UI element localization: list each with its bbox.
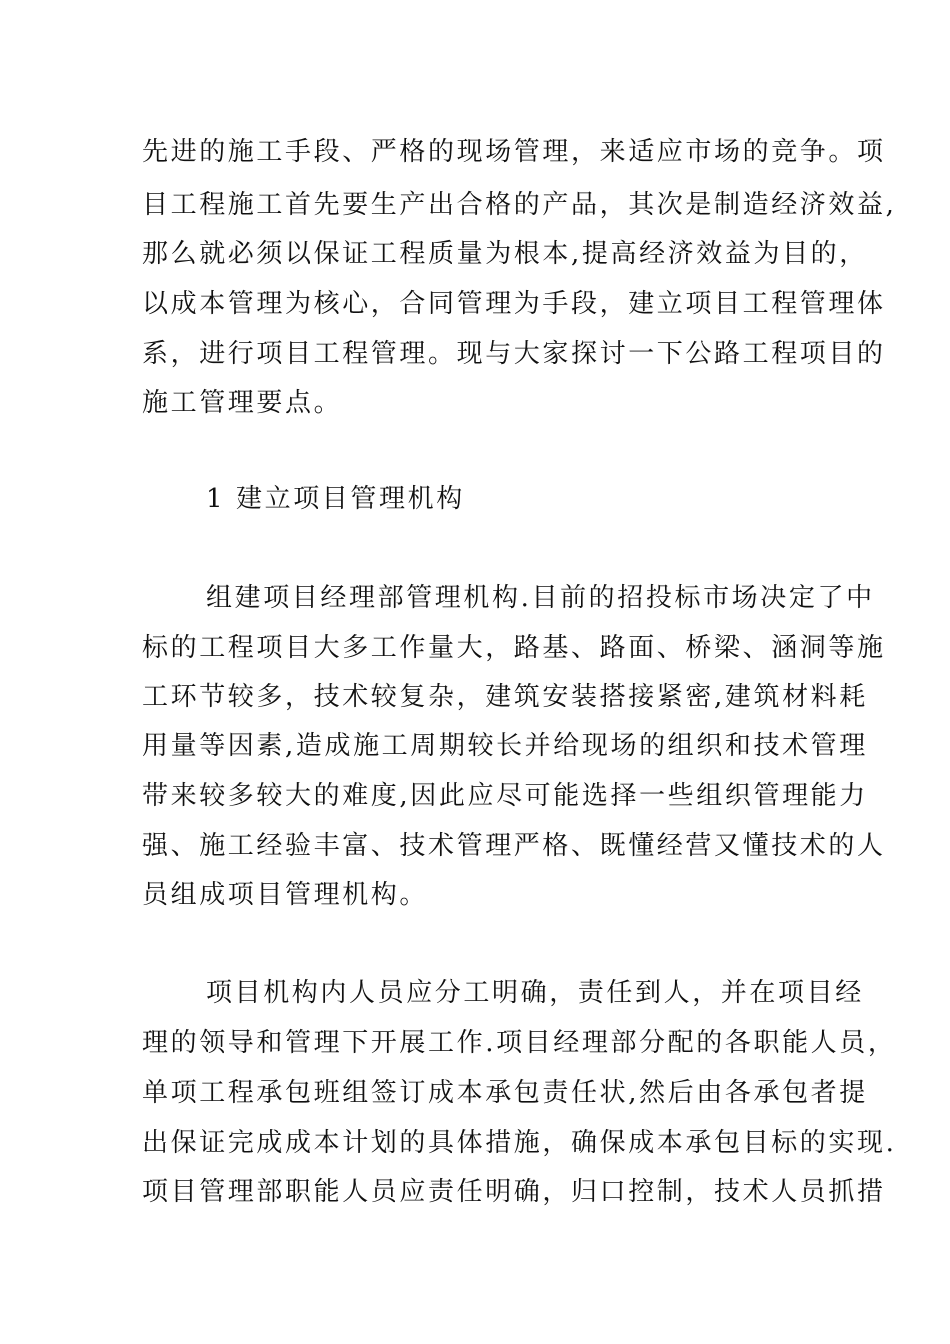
- paragraph-3-line-2: 理的领导和管理下开展工作.项目经理部分配的各职能人员，: [142, 1028, 897, 1058]
- section-heading: 1 建立项目管理机构: [206, 484, 465, 514]
- paragraph-1-line-4: 以成本管理为核心，合同管理为手段，建立项目工程管理体: [142, 289, 886, 319]
- paragraph-2-line-7: 员组成项目管理机构。: [142, 880, 429, 910]
- paragraph-2-line-3: 工环节较多，技术较复杂，建筑安装搭接紧密,建筑材料耗: [142, 682, 868, 712]
- paragraph-2-line-5: 带来较多较大的难度,因此应尽可能选择一些组织管理能力: [142, 781, 868, 811]
- paragraph-3-line-5: 项目管理部职能人员应责任明确，归口控制，技术人员抓措: [142, 1177, 886, 1207]
- paragraph-1-line-6: 施工管理要点。: [142, 388, 343, 418]
- paragraph-2-line-6: 强、施工经验丰富、技术管理严格、既懂经营又懂技术的人: [142, 831, 886, 861]
- paragraph-1-line-1: 先进的施工手段、严格的现场管理，来适应市场的竞争。项: [142, 137, 886, 167]
- paragraph-2-line-2: 标的工程项目大多工作量大，路基、路面、桥梁、涵洞等施: [142, 633, 886, 663]
- paragraph-1-line-5: 系，进行项目工程管理。现与大家探讨一下公路工程项目的: [142, 339, 886, 369]
- paragraph-2-line-1: 组建项目经理部管理机构.目前的招投标市场决定了中: [206, 583, 875, 613]
- paragraph-3-line-3: 单项工程承包班组签订成本承包责任状,然后由各承包者提: [142, 1078, 868, 1108]
- paragraph-2-line-4: 用量等因素,造成施工周期较长并给现场的组织和技术管理: [142, 731, 868, 761]
- paragraph-1-line-3: 那么就必须以保证工程质量为根本,提高经济效益为目的，: [142, 239, 868, 269]
- paragraph-3-line-4: 出保证完成成本计划的具体措施，确保成本承包目标的实现.: [142, 1128, 897, 1158]
- paragraph-1-line-2: 目工程施工首先要生产出合格的产品，其次是制造经济效益,: [142, 190, 897, 220]
- paragraph-3-line-1: 项目机构内人员应分工明确，责任到人，并在项目经: [206, 978, 864, 1008]
